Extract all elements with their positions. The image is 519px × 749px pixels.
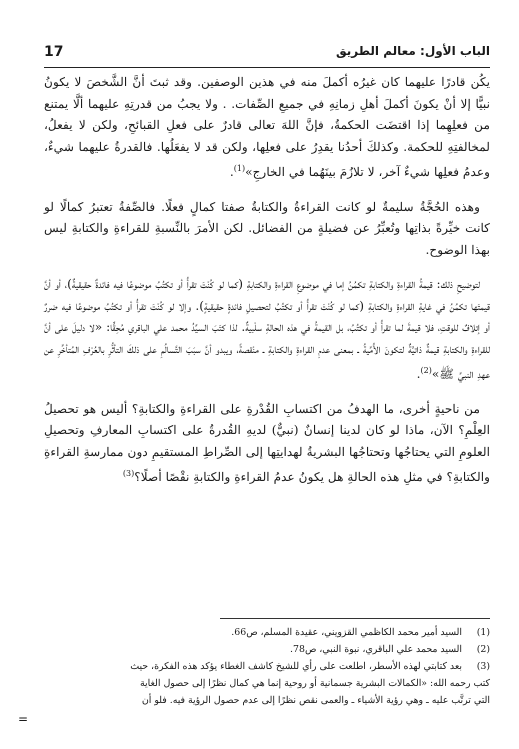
- footnote-text: السيد أمير محمد الكاظمي القزويني، عقيدة المسلم، ص66.: [231, 627, 462, 638]
- chapter-title: الباب الأول: معالم الطريق: [335, 44, 490, 58]
- footnote-ref: (2): [420, 366, 432, 376]
- footnote-text: السيد محمد علي الباقري، نبوة النبي، ص78.: [290, 644, 462, 655]
- paragraph: لتوضيحِ ذلك: قيمةُ القراءةِ والكتابةِ تكمُنُ إما في موضوعِ القراءةِ والكتابةِ (كما لو كُنْتَ تقرأُ أو تكتُبُ موضوعًا فيه فائدةٌ حقيقيةٌ)، أو أنَّ قيمتَها تكمُنُ في غايةِ القراءةِ والكتابةِ (كما لو كُنْتَ تقرأُ أو تكتُبُ لتحصيلِ فائدةٍ حقيقيةٍ). وإلا لو كُنْتَ تقرأُ أو تكتُبُ موضوعًا فيه ضررٌ أو إتلافٌ للوقتِ، فلا قيمةَ لما تقرأُ أو تكتُبُ، بل القيمةُ في هذه الحالةِ سلْبيةٌ. لذا كتَبَ السيِّدُ محمد علي الباقري مُحِقًّا: «لا دليلَ على أنَّ للقراءةِ والكتابةِ قيمةٌ ذاتيَّةٌ لتكونَ الأُمِّيةُ ـ بمعنى عدمِ القراءةِ والكتابةِ ـ منْقصةً، ويبدو أنَّ سبَبَ التَّسالُمِ على ذلكَ التأثُّرِ بالعُرْفِ المُتأخِّرِ عن عهدِ النبيِّ ﷺ»$^{(2)}$.: [44, 277, 490, 382]
- footnote-text: بعد كتابتي لهذه الأسطر، اطلعت على رأي للشيخ كاشف الغطاء يؤكد هذه الفكرة، حيث: [130, 661, 462, 672]
- footnote-number: (3): [476, 661, 490, 672]
- paragraph: وهذه الحُجَّةُ سليمةٌ لو كانت القراءةُ والكتابةُ صفتا كمالٍ فعلًا. فالصِّفةُ تعتبرُ كمالًا لو كانت خيِّرةً بذاتِها وتُعبِّرُ عن فضيلةٍ من الفضائل. لكن الأمرَ بالنِّسبةِ للقراءةِ والكتابةِ ليس بهذا الوضوح.: [44, 199, 490, 257]
- paragraph: من ناحيةٍ أخرى، ما الهدفُ من اكتسابِ القُدْرةِ على القراءةِ والكتابةِ؟ أليس هو تحصيلُ العِلْمِ؟ الآن، ماذا لو كان لدينا إنسانٌ (نبيٌّ) لديهِ القُدرةُ على اكتسابِ المعارفِ وتحصيلِ العلومِ التي يحتاجُها وتحتاجُها البشريةُ لهدايتِها إلى الصِّراطِ المستقيمِ دون ممارسةِ القراءةِ والكتابةِ؟ في مثلِ هذه الحالةِ هل يكونُ عدمُ القراءةِ والكتابةِ نقْصًا أصلًا؟$^{(3)}$: [44, 401, 490, 485]
- header-divider: [44, 67, 490, 68]
- footnote: [44, 658, 490, 675]
- continuation-mark: =: [18, 712, 29, 726]
- page-header: [44, 44, 490, 66]
- footnote-line: التي ترتَّب عليه ـ وهي رؤية الأشياء ـ والعمى نقص نظرًا إلى عدم حصول الرؤية فيه. فلو أن: [141, 695, 490, 706]
- footnote-divider: [220, 618, 490, 619]
- footnote-ref: (3): [122, 469, 135, 479]
- paragraph: يكُن قادرًا عليهما كان غيرُه أكملَ منه في هذين الوصفين. وقد ثبتَ أنَّ الشَّخصَ لا يكونُ نبيًّا إلا أنْ يكونَ أكملَ أهلِ زمانِهِ في جميعِ الصِّفات. . ولا يجبُ من قدرتِهِ عليهما ألَّا يمتنع من فعلِهِما إذا اقتضَت الحكمةُ، فإنَّ اللهَ تعالى قادرٌ على فعلِ القبائحِ، ولكن لا يفعلُ، لمخالفتِهِ للحكمة. وكذلكَ أحدُنا يقدِرُ على فعلِها، ولكن قد لا يفعَلُها. فالقدرةُ عليهما شيءٌ، وعدمُ فعلِها شيءٌ آخر، لا تلازُمَ بينَهُما في الخارجِ»$^{(1)}$.: [44, 75, 490, 180]
- footnote-number: (1): [476, 627, 490, 638]
- footnote-line: كتب رحمه الله: «الكمالات البشرية جسمانية أو روحية إنما هي كمال نظرًا إلى حصول الغاية: [140, 678, 490, 689]
- footnote-ref: (1): [233, 164, 246, 173]
- body-text: [44, 72, 490, 502]
- footnote-number: (2): [476, 644, 490, 655]
- footnote: [44, 641, 490, 658]
- footnote: [44, 624, 490, 641]
- page-number: 17: [44, 44, 64, 60]
- footnotes: [44, 624, 490, 709]
